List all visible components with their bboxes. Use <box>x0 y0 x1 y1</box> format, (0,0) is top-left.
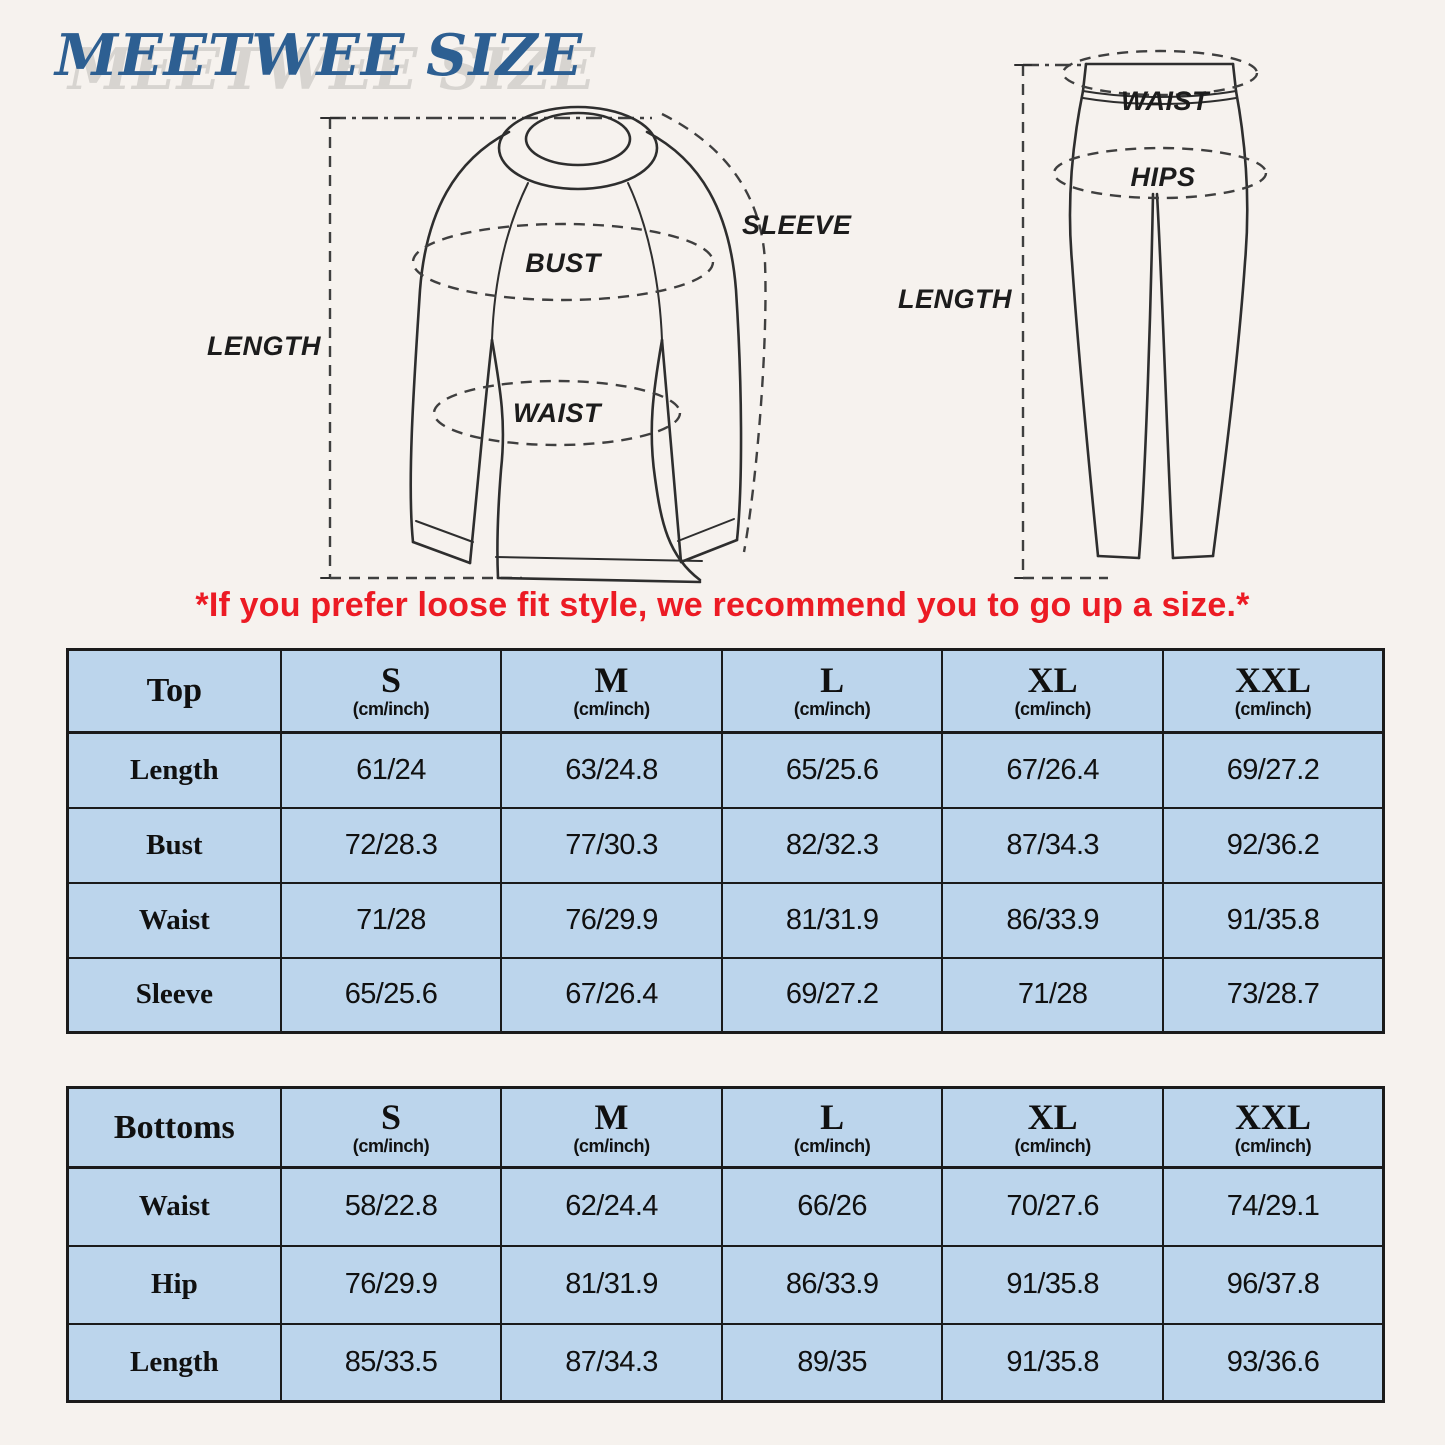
top-size-table <box>66 648 1385 1034</box>
top-size-header-s: S (cm/inch) <box>281 650 502 733</box>
size-cell: 61/24 <box>281 733 502 808</box>
unit-label: (cm/inch) <box>1014 1135 1091 1156</box>
size-cell: 85/33.5 <box>281 1324 502 1402</box>
unit-label: (cm/inch) <box>573 1135 650 1156</box>
right-raglan-seam <box>628 183 662 340</box>
right-ankle <box>1173 556 1213 558</box>
size-cell: 67/26.4 <box>942 733 1163 808</box>
bust-label: BUST <box>525 248 601 278</box>
garment-diagrams <box>0 0 1445 612</box>
size-cell: 87/34.3 <box>942 808 1163 883</box>
left-raglan-seam <box>492 183 528 340</box>
right-leg-inner <box>1157 194 1173 558</box>
size-cell: 92/36.2 <box>1163 808 1384 883</box>
size-cell: 86/33.9 <box>942 883 1163 958</box>
unit-label: (cm/inch) <box>793 699 871 719</box>
size-cell: 89/35 <box>722 1324 943 1402</box>
row-label: Hip <box>68 1246 281 1324</box>
size-cell: 72/28.3 <box>281 808 502 883</box>
unit-label: (cm/inch) <box>573 699 650 719</box>
table-row <box>68 733 1384 808</box>
collar-inner <box>526 113 630 165</box>
hips-label: HIPS <box>1130 162 1196 192</box>
size-cell: 81/31.9 <box>722 883 943 958</box>
size-cell: 81/31.9 <box>501 1246 722 1324</box>
left-ankle <box>1098 556 1139 558</box>
table-row <box>68 958 1384 1033</box>
top-size-header-xxl: XXL (cm/inch) <box>1163 650 1384 733</box>
unit-label: (cm/inch) <box>1234 699 1312 719</box>
size-cell: 69/27.2 <box>722 958 943 1033</box>
size-cell: 58/22.8 <box>281 1168 502 1246</box>
size-cell: 71/28 <box>942 958 1163 1033</box>
table-row <box>68 1168 1384 1246</box>
table-row <box>68 1246 1384 1324</box>
bottoms-size-header-l: L (cm/inch) <box>722 1088 943 1168</box>
left-cuff-band <box>416 521 473 542</box>
row-label: Length <box>68 733 281 808</box>
row-label: Length <box>68 1324 281 1402</box>
size-cell: 74/29.1 <box>1163 1168 1384 1246</box>
top-table-title: Top <box>146 672 203 710</box>
top-size-header-l: L (cm/inch) <box>722 650 943 733</box>
size-cell: 63/24.8 <box>501 733 722 808</box>
unit-label: (cm/inch) <box>793 1135 871 1156</box>
shirt-hem-band <box>496 557 702 561</box>
left-cuff-end <box>413 542 470 563</box>
size-cell: 62/24.4 <box>501 1168 722 1246</box>
shirt-waist-label: WAIST <box>513 398 601 428</box>
size-cell: 76/29.9 <box>501 883 722 958</box>
size-cell: 70/27.6 <box>942 1168 1163 1246</box>
unit-label: (cm/inch) <box>1014 699 1091 719</box>
size-cell: 71/28 <box>281 883 502 958</box>
right-body-seam <box>652 340 700 580</box>
top-header-row <box>68 650 1384 733</box>
right-cuff-band <box>678 519 734 541</box>
table-row <box>68 1324 1384 1402</box>
top-size-header-xl: XL (cm/inch) <box>942 650 1163 733</box>
bottoms-size-header-m: M (cm/inch) <box>501 1088 722 1168</box>
row-label: Sleeve <box>68 958 281 1033</box>
sleeve-measure-line <box>662 114 765 552</box>
table-row <box>68 808 1384 883</box>
table-row <box>68 883 1384 958</box>
top-size-header-m: M (cm/inch) <box>501 650 722 733</box>
bottoms-header-row <box>68 1088 1384 1168</box>
pants-length-label: LENGTH <box>898 284 1012 314</box>
right-cuff-end <box>681 540 737 562</box>
size-cell: 91/35.8 <box>942 1324 1163 1402</box>
size-cell: 65/25.6 <box>722 733 943 808</box>
size-cell: 76/29.9 <box>281 1246 502 1324</box>
shirt-diagram <box>207 107 852 582</box>
left-leg-inner <box>1139 194 1153 558</box>
pants-waist-label: WAIST <box>1121 86 1209 116</box>
shirt-hem <box>498 578 700 582</box>
size-cell: 82/32.3 <box>722 808 943 883</box>
bottoms-table-title-cell <box>68 1088 281 1168</box>
left-sleeve-inner <box>470 340 492 563</box>
unit-label: (cm/inch) <box>352 699 430 719</box>
size-cell: 69/27.2 <box>1163 733 1384 808</box>
size-cell: 96/37.8 <box>1163 1246 1384 1324</box>
page-title: MEETWEE SIZE <box>55 22 584 89</box>
collar-outer <box>499 107 657 189</box>
size-cell: 67/26.4 <box>501 958 722 1033</box>
bottoms-size-header-xl: XL (cm/inch) <box>942 1088 1163 1168</box>
right-leg-outer <box>1213 91 1247 556</box>
size-cell: 93/36.6 <box>1163 1324 1384 1402</box>
bottoms-table-title: Bottoms <box>113 1108 235 1146</box>
unit-label: (cm/inch) <box>1234 1135 1312 1156</box>
sleeve-label: SLEEVE <box>742 210 852 240</box>
left-leg-outer <box>1070 91 1098 556</box>
size-cell: 91/35.8 <box>942 1246 1163 1324</box>
row-label: Bust <box>68 808 281 883</box>
pants-diagram <box>898 51 1266 578</box>
size-cell: 87/34.3 <box>501 1324 722 1402</box>
bottoms-size-table <box>66 1086 1385 1403</box>
size-cell: 65/25.6 <box>281 958 502 1033</box>
size-cell: 86/33.9 <box>722 1246 943 1324</box>
left-body-seam <box>492 340 503 578</box>
size-cell: 73/28.7 <box>1163 958 1384 1033</box>
shirt-length-label: LENGTH <box>207 331 321 361</box>
row-label: Waist <box>68 1168 281 1246</box>
row-label: Waist <box>68 883 281 958</box>
left-sleeve-outer <box>411 132 509 542</box>
unit-label: (cm/inch) <box>352 1135 430 1156</box>
size-cell: 66/26 <box>722 1168 943 1246</box>
top-table-title-cell <box>68 650 281 733</box>
size-cell: 77/30.3 <box>501 808 722 883</box>
fit-note: *If you prefer loose fit style, we recommend you to go up a size.* <box>195 586 1250 624</box>
bottoms-size-header-xxl: XXL (cm/inch) <box>1163 1088 1384 1168</box>
size-cell: 91/35.8 <box>1163 883 1384 958</box>
bottoms-size-header-s: S (cm/inch) <box>281 1088 502 1168</box>
